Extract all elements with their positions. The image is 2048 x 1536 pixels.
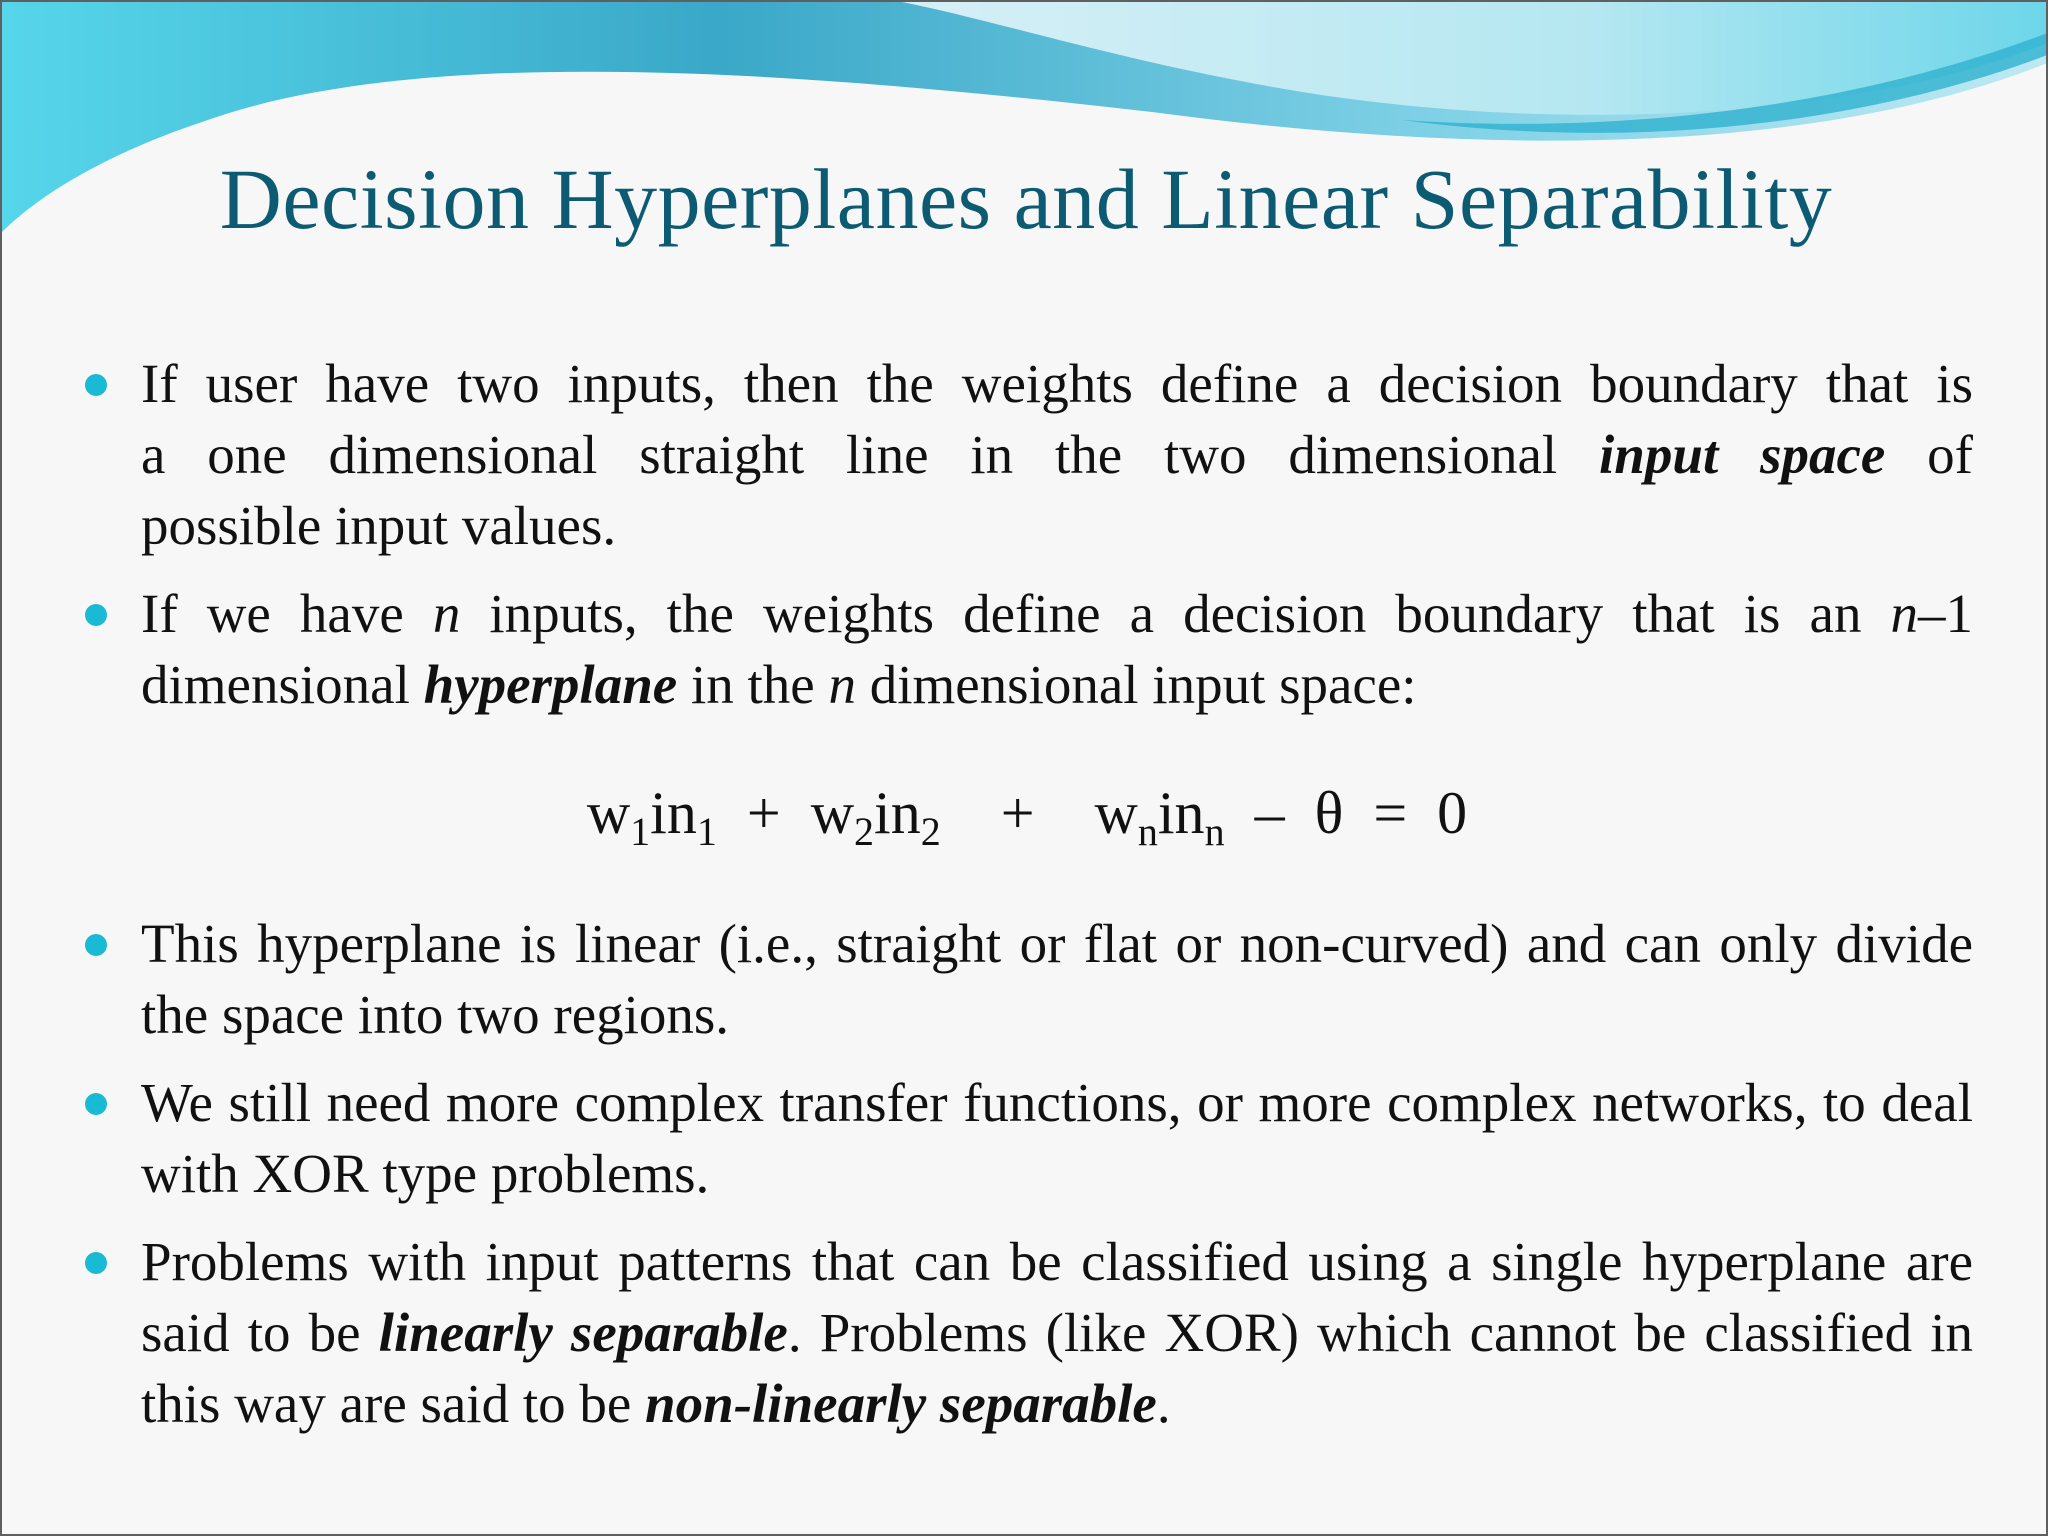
bullet-dot-icon (85, 374, 107, 396)
bullet-text: If user have two inputs, then the weights define a decision boundary that is (141, 353, 1973, 414)
bullet-dot-icon (85, 934, 107, 956)
bullet-item (141, 908, 1973, 1050)
variable-n: n (432, 583, 461, 644)
bullet-item (141, 1067, 1973, 1209)
emphasis-non-linearly-separable: non-linearly separable (645, 1373, 1157, 1434)
bullet-item (141, 348, 1973, 561)
emphasis-hyperplane: hyperplane (423, 654, 678, 715)
slide-title: Decision Hyperplanes and Linear Separability (219, 151, 1833, 247)
variable-n: n (1890, 583, 1919, 644)
bullet-dot-icon (85, 1252, 107, 1274)
bullet-text-line: a one dimensional straight line in the two dimensional input space of (141, 424, 1973, 485)
bullet-dot-icon (85, 1093, 107, 1115)
bullet-dot-icon (85, 604, 107, 626)
bullet-list (141, 348, 1973, 1456)
variable-n: n (828, 654, 856, 715)
emphasis-linearly-separable: linearly separable (378, 1302, 788, 1363)
bullet-text-line: possible input values. (141, 495, 617, 556)
hyperplane-equation: $w_1in_1 + w_2in_2 + w_nin_n - \theta = 0$ (586, 780, 1468, 854)
bullet-item: If we have n inputs, the weights define a decision boundary that is an n–1 dimensional hyperplane in the n dimensional input space: (141, 578, 1973, 720)
bullet-text: This hyperplane is linear (i.e., straight or flat or non-curved) and can only divide the space into two regions. (141, 913, 1973, 1045)
bullet-text: We still need more complex transfer functions, or more complex networks, to deal with XOR type problems. (141, 1072, 1973, 1204)
emphasis-input-space: input space (1599, 424, 1886, 485)
bullet-item: Problems with input patterns that can be classified using a single hyperplane are said to be linearly separable. Problems (like XOR) which cannot be classified in this way are said to be non-linearly separable. (141, 1226, 1973, 1439)
